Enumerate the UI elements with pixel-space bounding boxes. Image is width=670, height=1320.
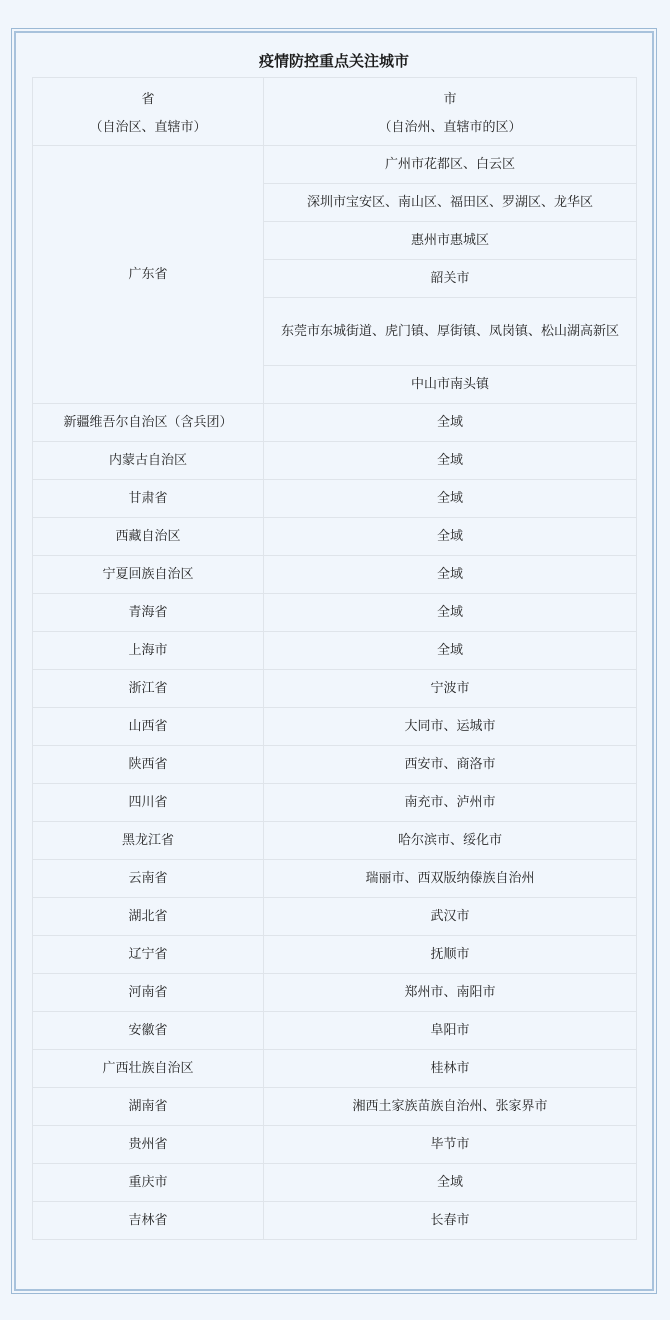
table-row	[33, 670, 637, 708]
city-cell: 韶关市	[264, 260, 637, 298]
city-cell: 郑州市、南阳市	[264, 974, 637, 1012]
table-row	[33, 146, 637, 184]
province-cell: 重庆市	[33, 1164, 264, 1202]
table-row	[33, 746, 637, 784]
province-cell: 山西省	[33, 708, 264, 746]
table-row	[33, 1088, 637, 1126]
city-cell: 湘西土家族苗族自治州、张家界市	[264, 1088, 637, 1126]
province-cell: 湖北省	[33, 898, 264, 936]
province-cell: 广东省	[33, 146, 264, 404]
city-cell: 全域	[264, 1164, 637, 1202]
city-cell: 宁波市	[264, 670, 637, 708]
province-cell: 陕西省	[33, 746, 264, 784]
city-cell: 瑞丽市、西双版纳傣族自治州	[264, 860, 637, 898]
province-cell: 黑龙江省	[33, 822, 264, 860]
province-cell: 贵州省	[33, 1126, 264, 1164]
table-row	[33, 632, 637, 670]
province-cell: 宁夏回族自治区	[33, 556, 264, 594]
table-row	[33, 480, 637, 518]
city-cell: 全域	[264, 518, 637, 556]
province-cell: 青海省	[33, 594, 264, 632]
city-cell: 阜阳市	[264, 1012, 637, 1050]
table-row	[33, 822, 637, 860]
header-province-label: 省	[141, 91, 155, 107]
header-city-cell	[264, 78, 637, 146]
province-cell: 内蒙古自治区	[33, 442, 264, 480]
city-cell: 中山市南头镇	[264, 366, 637, 404]
city-cell: 全域	[264, 594, 637, 632]
table-row	[33, 1050, 637, 1088]
province-cell: 广西壮族自治区	[33, 1050, 264, 1088]
city-cell: 武汉市	[264, 898, 637, 936]
city-cell: 长春市	[264, 1202, 637, 1240]
city-cell: 毕节市	[264, 1126, 637, 1164]
table-row	[33, 442, 637, 480]
city-cell: 深圳市宝安区、南山区、福田区、罗湖区、龙华区	[264, 184, 637, 222]
province-cell: 云南省	[33, 860, 264, 898]
city-cell: 大同市、运城市	[264, 708, 637, 746]
province-cell: 甘肃省	[33, 480, 264, 518]
province-cell: 西藏自治区	[33, 518, 264, 556]
table-row	[33, 708, 637, 746]
page-title: 疫情防控重点关注城市	[258, 52, 409, 70]
header-city-label: 市	[443, 91, 457, 107]
city-cell: 南充市、泸州市	[264, 784, 637, 822]
city-cell: 惠州市惠城区	[264, 222, 637, 260]
header-city-sub: （自治州、直辖市的区）	[378, 119, 522, 135]
province-cell: 新疆维吾尔自治区（含兵团）	[33, 404, 264, 442]
city-cell: 东莞市东城街道、虎门镇、厚街镇、凤岗镇、松山湖高新区	[264, 298, 637, 366]
header-province-cell	[33, 78, 264, 146]
province-cell: 安徽省	[33, 1012, 264, 1050]
table-row	[33, 1164, 637, 1202]
table-row	[33, 594, 637, 632]
city-cell: 桂林市	[264, 1050, 637, 1088]
table-row	[33, 936, 637, 974]
province-cell: 四川省	[33, 784, 264, 822]
city-cell: 全域	[264, 442, 637, 480]
table-header-row	[33, 78, 637, 146]
city-cell: 西安市、商洛市	[264, 746, 637, 784]
table-row	[33, 556, 637, 594]
province-cell: 上海市	[33, 632, 264, 670]
city-table	[32, 77, 637, 1240]
city-cell: 抚顺市	[264, 936, 637, 974]
province-cell: 辽宁省	[33, 936, 264, 974]
province-cell: 河南省	[33, 974, 264, 1012]
table-row	[33, 1012, 637, 1050]
table-row	[33, 898, 637, 936]
city-cell: 广州市花都区、白云区	[264, 146, 637, 184]
table-row	[33, 784, 637, 822]
table-row	[33, 974, 637, 1012]
province-cell: 浙江省	[33, 670, 264, 708]
table-row	[33, 860, 637, 898]
city-cell: 全域	[264, 556, 637, 594]
province-cell: 吉林省	[33, 1202, 264, 1240]
table-row	[33, 404, 637, 442]
city-cell: 全域	[264, 480, 637, 518]
province-cell: 湖南省	[33, 1088, 264, 1126]
table-row	[33, 518, 637, 556]
city-cell: 哈尔滨市、绥化市	[264, 822, 637, 860]
table-row	[33, 1202, 637, 1240]
header-province-sub: （自治区、直辖市）	[89, 119, 207, 135]
table-row	[33, 1126, 637, 1164]
city-cell: 全域	[264, 404, 637, 442]
city-cell: 全域	[264, 632, 637, 670]
